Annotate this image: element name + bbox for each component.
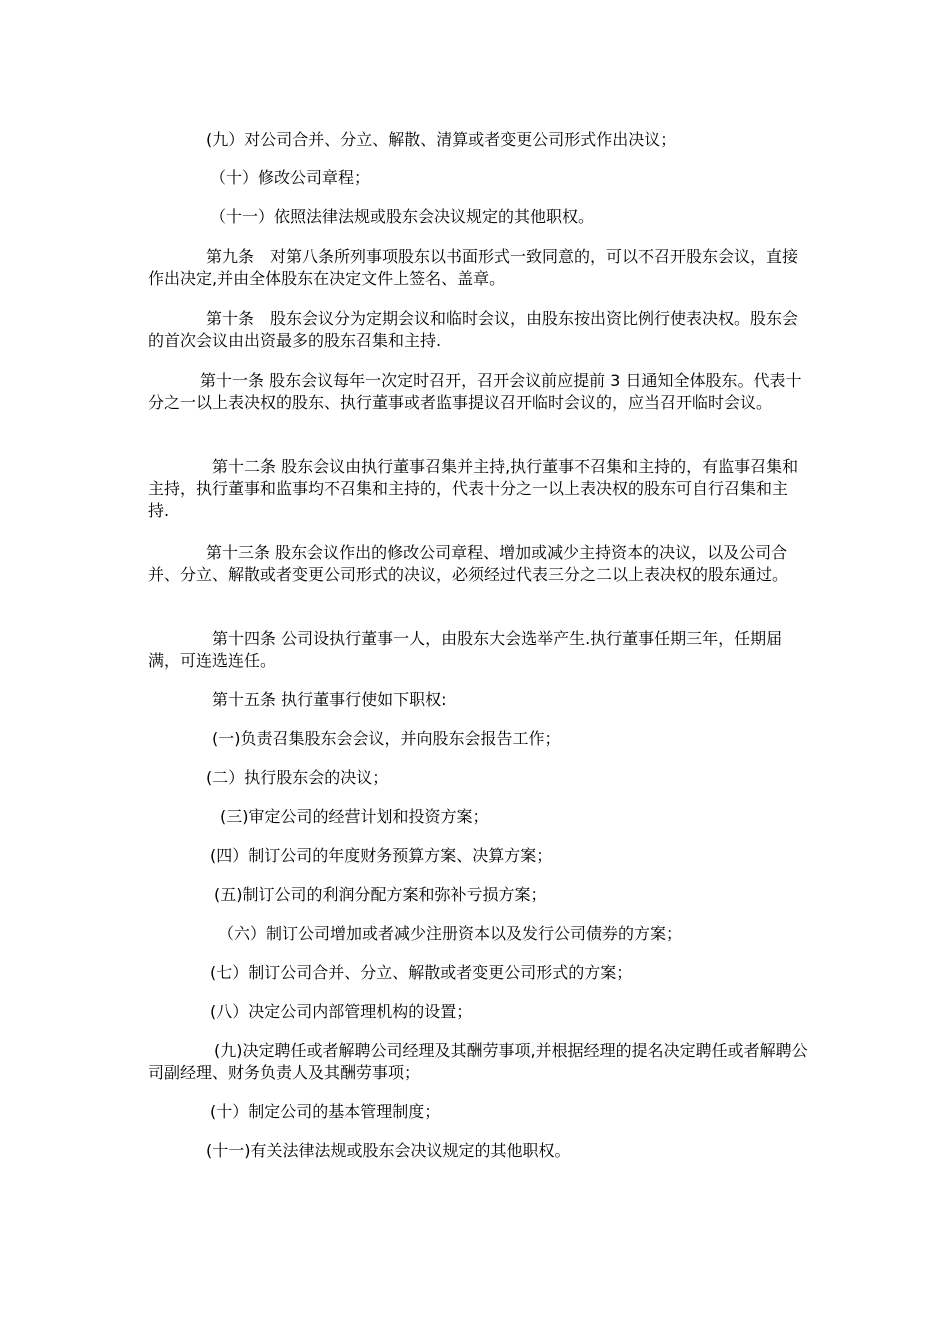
paragraph-article-15-item-9: (九)决定聘任或者解聘公司经理及其酬劳事项,并根据经理的提名决定聘任或者解聘公司副经理、财务负责人及其酬劳事项； bbox=[148, 1041, 808, 1082]
paragraph-clause-9-item-9: (九）对公司合并、分立、解散、清算或者变更公司形式作出决议； bbox=[206, 130, 677, 149]
paragraph-article-15-item-11: (十一)有关法律法规或股东会决议规定的其他职权。 bbox=[206, 1141, 571, 1160]
paragraph-article-15-item-5: (五)制订公司的利润分配方案和弥补亏损方案； bbox=[214, 885, 547, 904]
paragraph-article-15-item-6: （六）制订公司增加或者减少注册资本以及发行公司债券的方案； bbox=[218, 924, 683, 943]
paragraph-article-12: 第十二条 股东会议由执行董事召集并主持,执行董事不召集和主持的，有监事召集和主持，执行董事和监事均不召集和主持的，代表十分之一以上表决权的股东可自行召集和主持. bbox=[148, 457, 799, 520]
paragraph-clause-9-item-10: （十）修改公司章程； bbox=[210, 168, 371, 187]
paragraph-article-15-item-10: (十）制定公司的基本管理制度； bbox=[210, 1102, 441, 1121]
paragraph-article-15-item-4: (四）制订公司的年度财务预算方案、决算方案； bbox=[210, 846, 553, 865]
paragraph-article-13: 第十三条 股东会议作出的修改公司章程、增加或减少主持资本的决议，以及公司合并、分立、解散或者变更公司形式的决议，必须经过代表三分之二以上表决权的股东通过。 bbox=[148, 543, 789, 584]
paragraph-article-15-item-8: (八）决定公司内部管理机构的设置； bbox=[210, 1002, 473, 1021]
paragraph-article-15-item-2: (二）执行股东会的决议； bbox=[206, 768, 389, 787]
paragraph-article-15-item-3: (三)审定公司的经营计划和投资方案； bbox=[220, 807, 489, 826]
paragraph-article-11: 第十一条 股东会议每年一次定时召开，召开会议前应提前 3 日通知全体股东。代表十分之一以上表决权的股东、执行董事或者监事提议召开临时会议的，应当召开临时会议。 bbox=[148, 371, 802, 412]
paragraph-article-15-item-1: (一)负责召集股东会会议，并向股东会报告工作； bbox=[212, 729, 561, 748]
paragraph-article-15-item-7: (七）制订公司合并、分立、解散或者变更公司形式的方案； bbox=[210, 963, 633, 982]
paragraph-clause-9-item-11: （十一）依照法律法规或股东会决议规定的其他职权。 bbox=[210, 207, 595, 226]
paragraph-article-14: 第十四条 公司设执行董事一人，由股东大会选举产生.执行董事任期三年，任期届满，可连选连任。 bbox=[148, 629, 783, 670]
paragraph-article-9: 第九条 对第八条所列事项股东以书面形式一致同意的，可以不召开股东会议，直接作出决定,并由全体股东在决定文件上签名、盖章。 bbox=[148, 247, 799, 288]
paragraph-article-10: 第十条 股东会议分为定期会议和临时会议，由股东按出资比例行使表决权。股东会的首次会议由出资最多的股东召集和主持. bbox=[148, 309, 799, 350]
paragraph-article-15: 第十五条 执行董事行使如下职权: bbox=[212, 690, 447, 709]
